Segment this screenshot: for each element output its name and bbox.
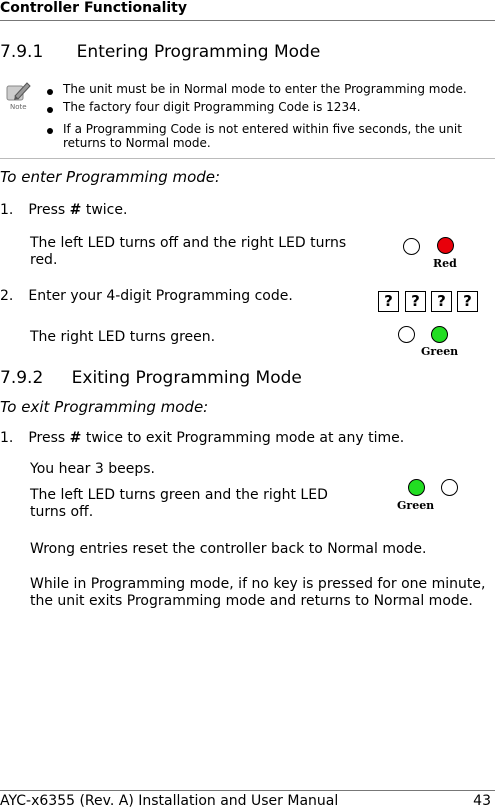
step-1-result: The left LED turns off and the right LED turns red. <box>30 235 347 268</box>
hash-key-label: # <box>69 430 82 446</box>
step-1-exit <box>0 430 404 447</box>
led-label-green: Green <box>421 345 459 358</box>
step-text: twice to exit Programming mode at any time. <box>81 430 405 446</box>
step-number: 1. <box>0 202 14 218</box>
right-led-red <box>437 237 454 254</box>
step-2-enter <box>0 288 293 305</box>
section-title: Exiting Programming Mode <box>71 368 302 388</box>
procedure-title-exit: To exit Programming mode: <box>0 398 209 416</box>
keypad-key: ? <box>378 291 399 312</box>
note-label: Note <box>10 103 27 111</box>
footer-manual-title: AYC-x6355 (Rev. A) Installation and User Manual <box>0 793 339 809</box>
step-text: twice. <box>81 202 128 218</box>
note-pencil-icon <box>5 80 33 111</box>
step-number: 1. <box>0 430 14 446</box>
step-1-enter <box>0 202 127 219</box>
section-title: Entering Programming Mode <box>76 42 321 62</box>
bullet-dot <box>47 107 53 113</box>
led-label-red: Red <box>433 257 457 270</box>
section-heading-7-9-2 <box>0 368 302 388</box>
left-led-green <box>408 479 425 496</box>
bullet-dot <box>47 89 53 95</box>
step-2-result: The right LED turns green. <box>30 329 216 345</box>
page-number: 43 <box>473 793 491 809</box>
bullet-dot <box>47 128 53 134</box>
left-led-off <box>403 238 420 255</box>
section-number: 7.9.2 <box>0 368 44 388</box>
hash-key-label: # <box>69 202 82 218</box>
timeout-text: While in Programming mode, if no key is pressed for one minute, the unit exits Programming mode and returns to Normal mode. <box>30 576 486 609</box>
footer-divider <box>0 790 495 791</box>
header-divider <box>0 20 495 21</box>
right-led-off <box>441 479 458 496</box>
left-led-off <box>398 326 415 343</box>
right-led-green <box>431 326 448 343</box>
note-box <box>0 80 495 159</box>
page-header: Controller Functionality <box>0 0 187 16</box>
note-bullet-1: The unit must be in Normal mode to enter the Programming mode. <box>63 82 467 96</box>
section-number: 7.9.1 <box>0 42 44 62</box>
keypad-key: ? <box>431 291 452 312</box>
note-bullet-2: The factory four digit Programming Code is 1234. <box>63 100 361 114</box>
section-heading-7-9-1 <box>0 42 320 62</box>
step-number: 2. <box>0 288 14 304</box>
wrong-entries-text: Wrong entries reset the controller back to Normal mode. <box>30 541 427 557</box>
note-bullet-3: If a Programming Code is not entered within five seconds, the unit returns to Normal mode. <box>63 122 462 150</box>
step-text: Enter your 4-digit Programming code. <box>28 288 293 304</box>
led-label-green: Green <box>397 499 435 512</box>
procedure-title-enter: To enter Programming mode: <box>0 168 221 186</box>
keypad-key: ? <box>405 291 426 312</box>
beeps-text: You hear 3 beeps. <box>30 461 155 477</box>
step-text: Press <box>28 430 70 446</box>
keypad-key: ? <box>457 291 478 312</box>
led-result-text: The left LED turns green and the right LED turns off. <box>30 487 328 520</box>
step-text: Press <box>28 202 70 218</box>
